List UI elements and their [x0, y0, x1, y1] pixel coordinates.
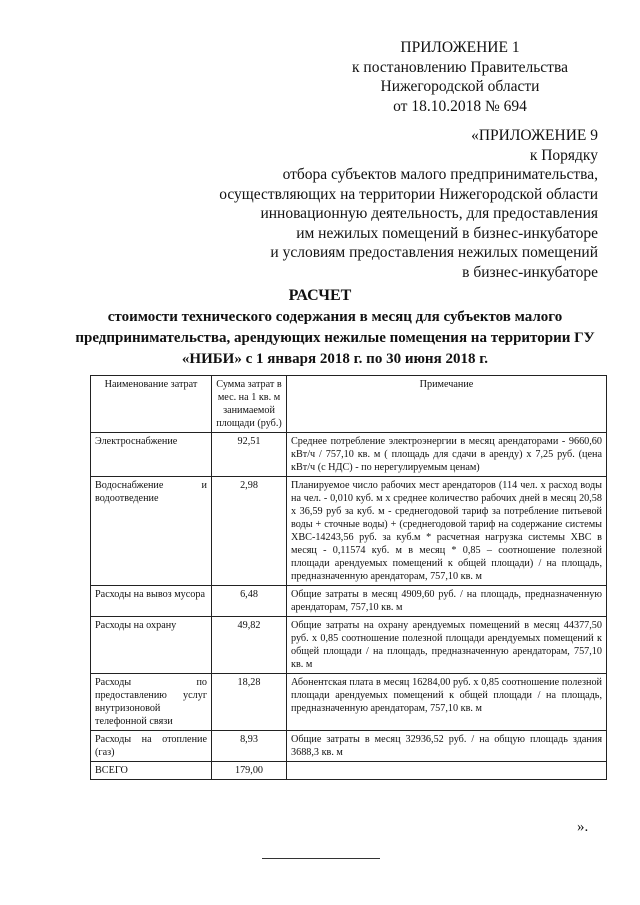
total-note-cell [287, 762, 607, 780]
cost-sum-cell: 2,98 [212, 477, 287, 586]
appendix-9-line: «ПРИЛОЖЕНИЕ 9 [471, 127, 598, 144]
table-row [91, 731, 607, 762]
note-cell: Абонентская плата в месяц 16284,00 руб. х 0,85 соотношение полезной площади арендуемых помещений к общей площади / на площадь, предназначенную арендаторам, 757,10 кв. м [287, 674, 607, 731]
appendix-9-line: осуществляющих на территории Нижегородской области [219, 185, 598, 203]
header-note: Примечание [287, 376, 607, 433]
document-title: РАСЧЕТ [288, 287, 352, 304]
cost-sum-cell: 18,28 [212, 674, 287, 731]
header-cost-name: Наименование затрат [91, 376, 212, 433]
appendix-9-line: в бизнес-инкубаторе [462, 263, 598, 281]
appendix-9-line: отбора субъектов малого предпринимательства, [282, 166, 598, 183]
note-cell: Планируемое число рабочих мест арендаторов (114 чел. х расход воды на чел. - 0,010 куб. м х среднее количество рабочих дней в месяц 20,58 х 36,59 руб за куб. м - среднегодовой тариф за потребление питьевой воды + сточные воды) + (среднегодовой тариф на содержание системы ХВС-14243,56 руб. за куб.м * расчетная нагрузка системы ХВС в месяц - 0,11574 куб. м в месяц * 0,85 – соотношение полезной площади арендуемых помещений к общей площади) / на площадь, предназначенную арендаторам, 757,10 кв. м [287, 477, 607, 586]
appendix-1-line: ПРИЛОЖЕНИЕ 1 [400, 39, 520, 56]
cost-sum-cell: 6,48 [212, 586, 287, 617]
cost-name-cell: Расходы на отопление (газ) [91, 731, 212, 762]
table-total-row [91, 762, 607, 780]
table-row [91, 674, 607, 731]
total-sum-cell: 179,00 [212, 762, 287, 780]
table-header-row [91, 376, 607, 433]
appendix-1-header [350, 38, 570, 116]
note-cell: Общие затраты в месяц 4909,60 руб. / на площадь, предназначенную арендаторам, 757,10 кв. м [287, 586, 607, 617]
appendix-1-line: к постановлению Правительства [352, 58, 568, 76]
appendix-9-header [219, 126, 598, 282]
appendix-9-line: к Порядку [529, 146, 598, 164]
cost-name-cell: Водоснабжение и водоотведение [91, 477, 212, 586]
cost-name-cell: Расходы на вывоз мусора [91, 586, 212, 617]
cost-name-cell: Электроснабжение [91, 433, 212, 477]
header-cost-sum: Сумма затрат в мес. на 1 кв. м занимаемой площади (руб.) [212, 376, 287, 433]
table-row [91, 586, 607, 617]
closing-quote: ». [577, 819, 589, 835]
table-row [91, 433, 607, 477]
appendix-1-line: Нижегородской области [380, 78, 540, 95]
note-cell: Общие затраты на охрану арендуемых помещений в месяц 44377,50 руб. х 0,85 соотношение полезной площади арендуемых помещений к общей площади / на площадь, предназначенную арендаторам, 757,10 кв. м [287, 617, 607, 674]
appendix-9-line: и условиям предоставления нежилых помещений [270, 244, 598, 261]
cost-name-cell: Расходы по предоставлению услуг внутризоновой телефонной связи [91, 674, 212, 731]
calculation-table [90, 375, 607, 780]
cost-name-cell: Расходы на охрану [91, 617, 212, 674]
note-cell: Среднее потребление электроэнергии в месяц арендаторами - 9660,60 кВт/ч / 757,10 кв. м ( площадь для сдачи в аренду) х 7,25 руб. (цена кВт/ч (с НДС) - по нерегулируемым ценам) [287, 433, 607, 477]
appendix-9-line: инновационную деятельность, для предоставления [260, 205, 598, 222]
separator-line [262, 858, 380, 859]
note-cell: Общие затраты в месяц 32936,52 руб. / на общую площадь здания 3688,3 кв. м [287, 731, 607, 762]
total-label-cell: ВСЕГО [91, 762, 212, 780]
appendix-1-line: от 18.10.2018 № 694 [393, 97, 527, 115]
cost-sum-cell: 92,51 [212, 433, 287, 477]
table-row [91, 617, 607, 674]
cost-sum-cell: 49,82 [212, 617, 287, 674]
document-subtitle: стоимости технического содержания в месяц для субъектов малого предпринимательства, арендующих нежилые помещения на территории ГУ «НИБИ» с 1 января 2018 г. по 30 июня 2018 г. [75, 309, 595, 367]
table-row [91, 477, 607, 586]
appendix-9-line: им нежилых помещений в бизнес-инкубаторе [296, 224, 598, 242]
cost-sum-cell: 8,93 [212, 731, 287, 762]
